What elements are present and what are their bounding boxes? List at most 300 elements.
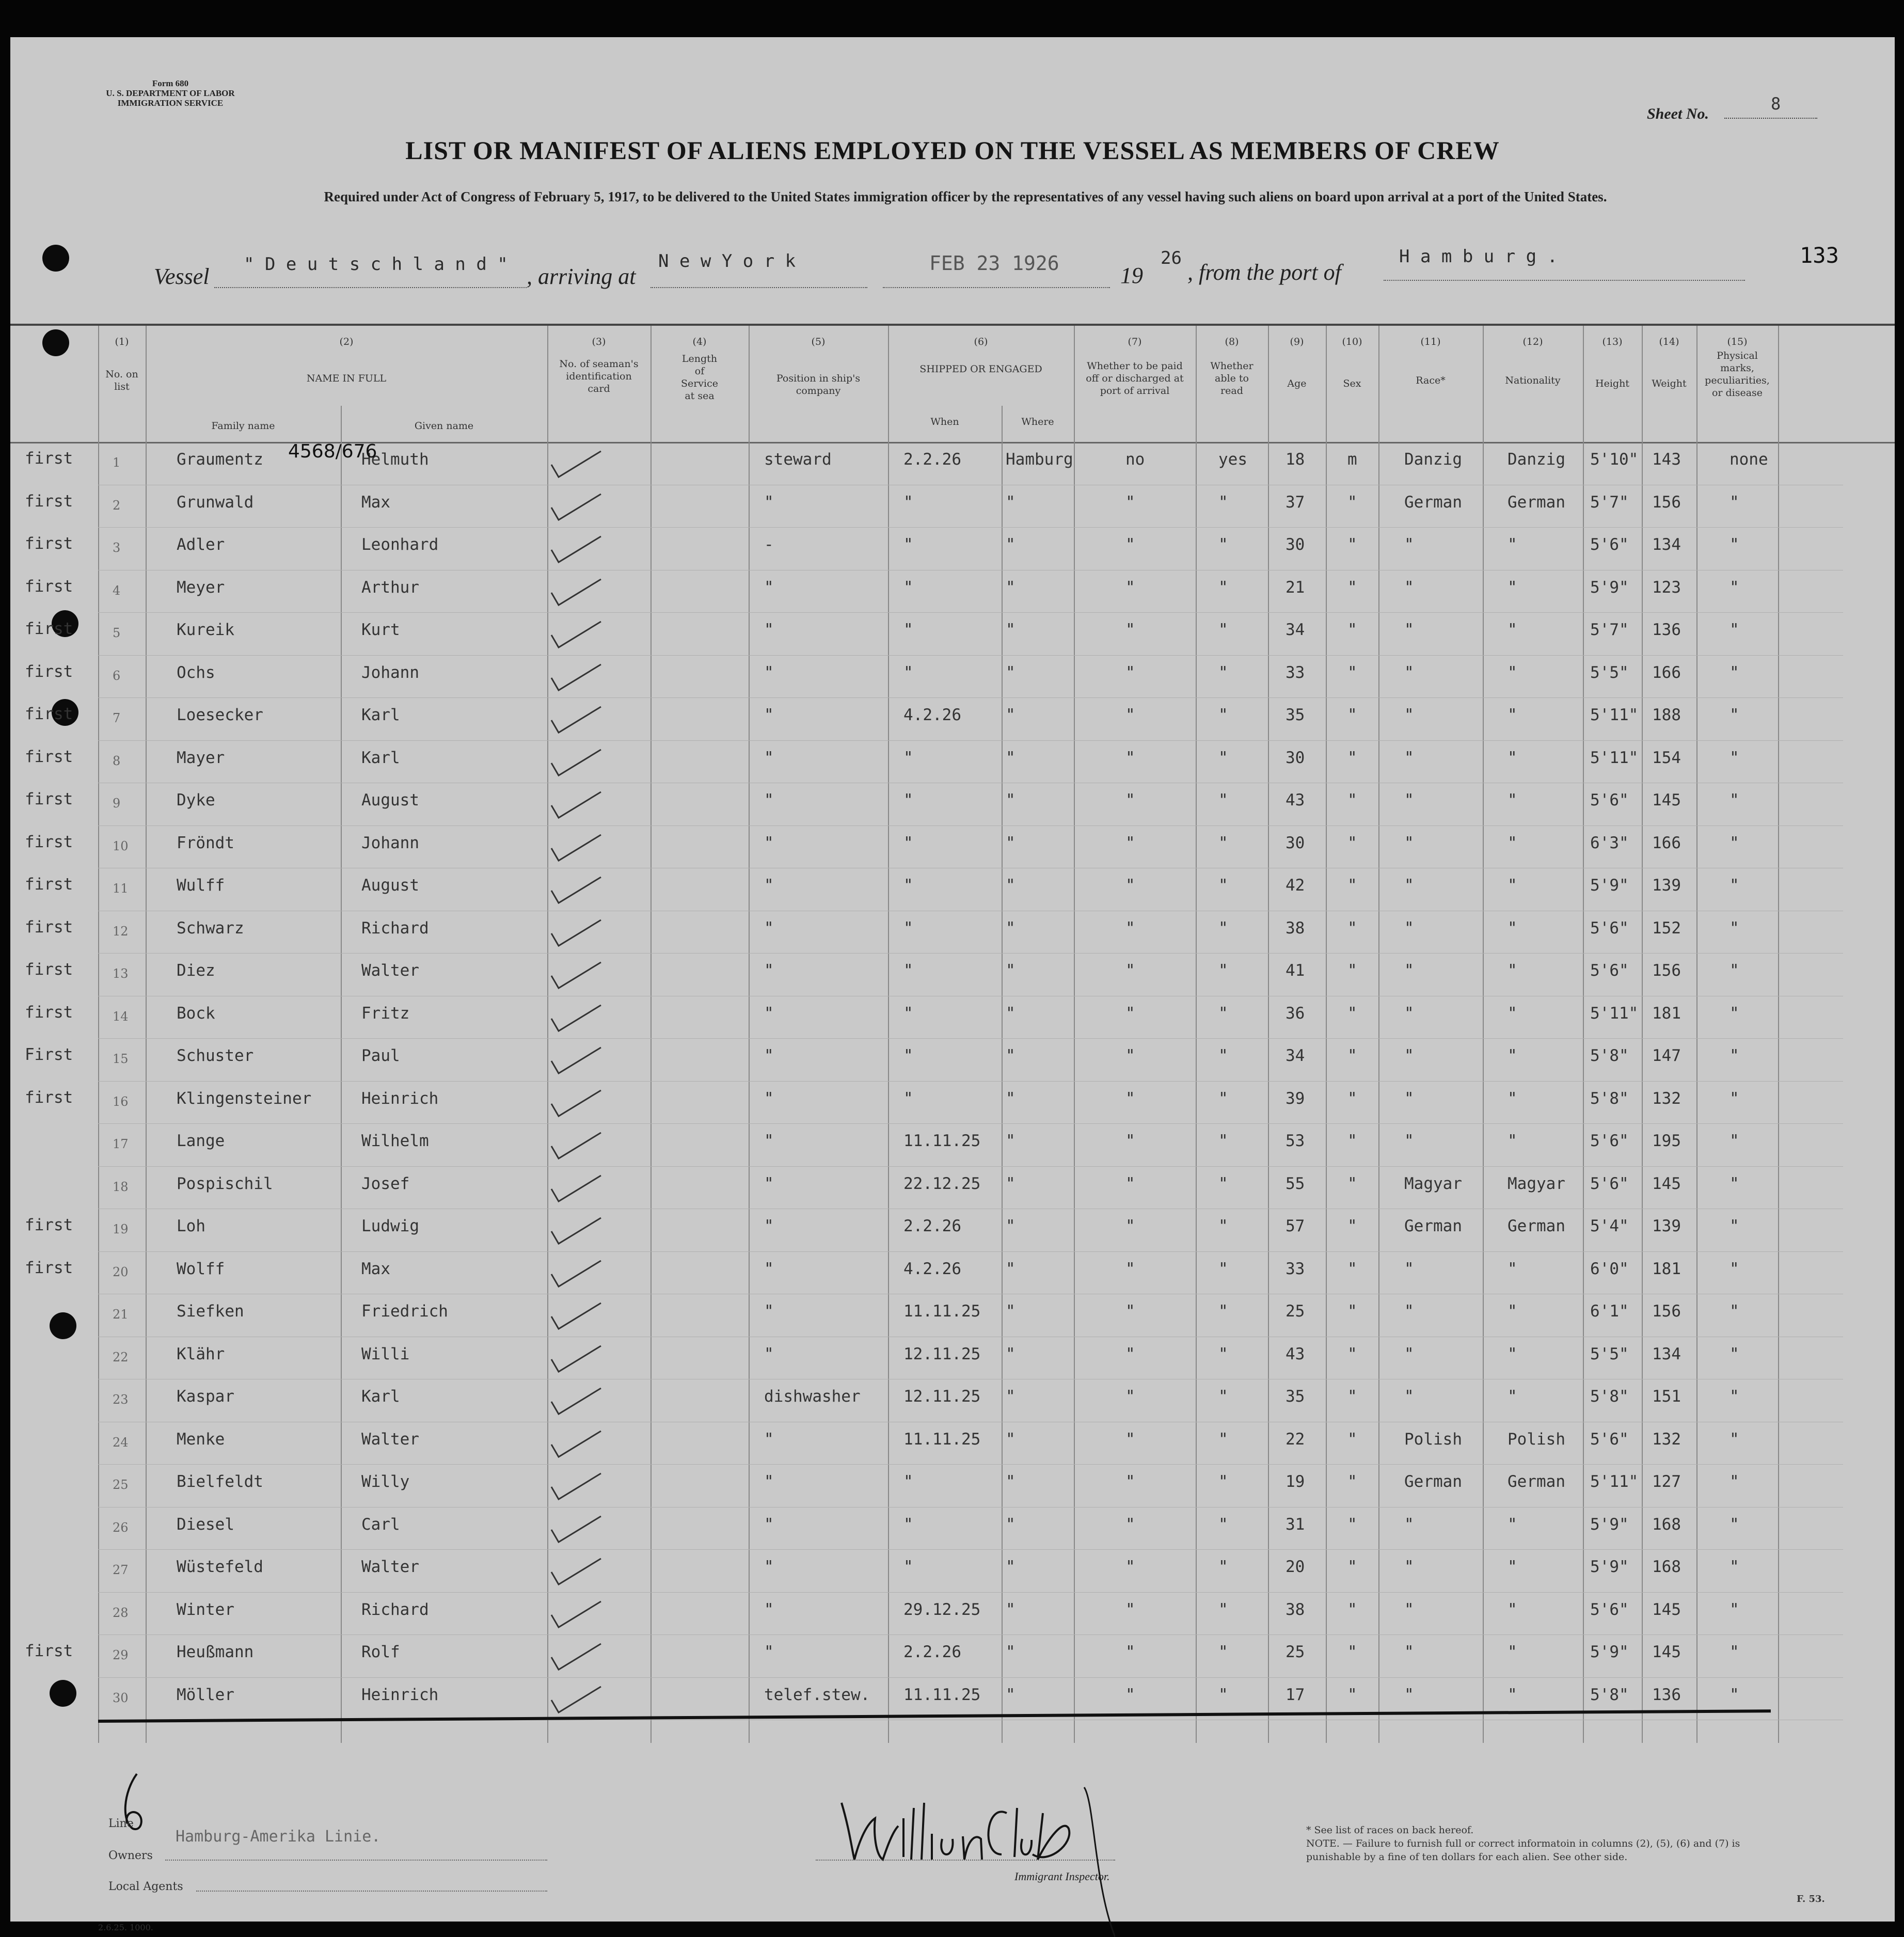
physical-marks: " <box>1730 1558 1739 1576</box>
height: 6'3" <box>1590 833 1629 852</box>
table-row <box>10 953 1895 996</box>
able-to-read: " <box>1218 1259 1228 1278</box>
shipped-where: " <box>1006 1004 1016 1023</box>
sex: " <box>1347 748 1357 767</box>
physical-marks: " <box>1730 791 1739 809</box>
able-to-read: " <box>1218 1430 1228 1449</box>
given-name: Walter <box>361 1558 419 1576</box>
local-agents-label: Local Agents <box>108 1880 183 1893</box>
position: " <box>764 1174 774 1193</box>
race: " <box>1404 1089 1414 1108</box>
margin-mark: first <box>25 875 73 894</box>
binder-hole <box>42 245 69 272</box>
check-mark <box>547 1301 604 1332</box>
height: 6'0" <box>1590 1259 1629 1278</box>
form-code: F. 53. <box>1797 1894 1825 1904</box>
paid-off: " <box>1125 1174 1135 1193</box>
paid-off: " <box>1125 1132 1135 1150</box>
footnote-penalty: NOTE. — Failure to furnish full or correct informatoin in columns (2), (5), (6) and (7) is punishable by a fine of ten dollars for each alien. See other side. <box>1306 1838 1740 1863</box>
nationality: Danzig <box>1508 450 1565 469</box>
shipped-when: " <box>903 1004 913 1023</box>
check-mark <box>547 1259 604 1290</box>
sex: " <box>1347 1472 1357 1491</box>
able-to-read: " <box>1218 1344 1228 1363</box>
header-given-name: Given name <box>414 420 474 432</box>
position: " <box>764 833 774 852</box>
shipped-where: " <box>1006 791 1016 809</box>
check-mark <box>547 960 604 991</box>
footnote-races: * See list of races on back hereof. <box>1306 1824 1474 1836</box>
margin-mark: first <box>25 747 73 766</box>
header-family-name: Family name <box>211 420 275 432</box>
weight: 139 <box>1652 1217 1681 1235</box>
nationality: German <box>1508 1217 1565 1235</box>
sex: " <box>1347 1387 1357 1406</box>
row-number: 8 <box>113 753 121 768</box>
age: 34 <box>1286 621 1305 639</box>
family-name: Kaspar <box>177 1387 234 1406</box>
shipped-where: " <box>1006 1089 1016 1108</box>
height: 5'9" <box>1590 1558 1629 1576</box>
family-name: Klähr <box>177 1344 225 1363</box>
paid-off: " <box>1125 706 1135 724</box>
height: 5'6" <box>1590 1132 1629 1150</box>
nationality: " <box>1508 876 1517 895</box>
able-to-read: " <box>1218 1643 1228 1661</box>
service: IMMIGRATION SERVICE <box>117 98 224 108</box>
height: 5'6" <box>1590 535 1629 554</box>
table-row <box>10 527 1895 570</box>
nationality: " <box>1508 1685 1517 1704</box>
col-num-15: (15) <box>1727 336 1748 347</box>
family-name: Klingensteiner <box>177 1089 312 1108</box>
given-name: Heinrich <box>361 1089 439 1108</box>
height: 5'6" <box>1590 961 1629 980</box>
age: 33 <box>1286 663 1305 682</box>
sex: " <box>1347 1558 1357 1576</box>
col-num-9: (9) <box>1290 336 1304 347</box>
physical-marks: " <box>1730 1430 1739 1449</box>
age: 35 <box>1286 706 1305 724</box>
row-number: 21 <box>113 1307 129 1322</box>
check-mark <box>547 1344 604 1375</box>
shipped-where: " <box>1006 748 1016 767</box>
col-num-2: (2) <box>339 336 354 347</box>
race: " <box>1404 1515 1414 1534</box>
family-name: Kureik <box>177 621 234 639</box>
nationality: " <box>1508 1259 1517 1278</box>
nationality: " <box>1508 1046 1517 1065</box>
row-number: 15 <box>113 1052 129 1066</box>
nationality: " <box>1508 1600 1517 1619</box>
height: 5'9" <box>1590 1643 1629 1661</box>
age: 35 <box>1286 1387 1305 1406</box>
shipped-when: 11.11.25 <box>903 1430 981 1449</box>
nationality: " <box>1508 1089 1517 1108</box>
given-name: Paul <box>361 1046 400 1065</box>
family-name: Heußmann <box>177 1643 254 1661</box>
weight: 134 <box>1652 535 1681 554</box>
row-number: 13 <box>113 966 129 981</box>
margin-mark: first <box>25 1258 73 1277</box>
shipped-where: " <box>1006 578 1016 597</box>
shipped-where: " <box>1006 1600 1016 1619</box>
weight: 145 <box>1652 1600 1681 1619</box>
shipped-where: " <box>1006 876 1016 895</box>
table-row <box>10 1422 1895 1465</box>
height: 5'4" <box>1590 1217 1629 1235</box>
age: 43 <box>1286 791 1305 809</box>
check-mark <box>547 1045 604 1076</box>
nationality: " <box>1508 791 1517 809</box>
given-name: Johann <box>361 833 419 852</box>
given-name: August <box>361 791 419 809</box>
departure-port: H a m b u r g . <box>1399 246 1558 267</box>
given-name: Kurt <box>361 621 400 639</box>
crew-manifest-table <box>10 324 1895 1743</box>
position: telef.stew. <box>764 1685 870 1704</box>
race: " <box>1404 1004 1414 1023</box>
margin-mark: first <box>25 960 73 979</box>
height: 5'10" <box>1590 450 1639 469</box>
able-to-read: " <box>1218 1089 1228 1108</box>
race: " <box>1404 833 1414 852</box>
shipped-where: Hamburg <box>1006 450 1073 469</box>
nationality: Polish <box>1508 1430 1565 1449</box>
shipped-when: " <box>903 833 913 852</box>
date-stamp: FEB 23 1926 <box>929 252 1059 275</box>
able-to-read: " <box>1218 1558 1228 1576</box>
family-name: Grunwald <box>177 493 254 512</box>
shipped-when: " <box>903 493 913 512</box>
given-name: Max <box>361 493 390 512</box>
sex: " <box>1347 621 1357 639</box>
col-num-14: (14) <box>1659 336 1679 347</box>
check-mark <box>547 705 604 736</box>
table-row <box>10 1549 1895 1592</box>
header-age: Age <box>1287 378 1307 389</box>
table-row <box>10 1379 1895 1422</box>
able-to-read: " <box>1218 876 1228 895</box>
col-num-6: (6) <box>974 336 988 347</box>
position: " <box>764 1558 774 1576</box>
row-number: 11 <box>113 881 129 896</box>
given-name: Carl <box>361 1515 400 1534</box>
race: " <box>1404 1259 1414 1278</box>
position: dishwasher <box>764 1387 861 1406</box>
row-number: 2 <box>113 498 121 513</box>
race: Polish <box>1404 1430 1462 1449</box>
shipped-where: " <box>1006 1302 1016 1321</box>
family-name: Pospischil <box>177 1174 273 1193</box>
height: 5'11" <box>1590 748 1639 767</box>
height: 5'11" <box>1590 1004 1639 1023</box>
col-num-13: (13) <box>1602 336 1623 347</box>
table-row <box>10 1294 1895 1337</box>
shipped-when: 4.2.26 <box>903 706 961 724</box>
header-able-to-read: Whether able to read <box>1210 360 1254 396</box>
col-num-11: (11) <box>1420 336 1441 347</box>
local-agents-line <box>196 1891 547 1892</box>
given-name: Wilhelm <box>361 1132 429 1150</box>
col-num-3: (3) <box>592 336 606 347</box>
physical-marks: " <box>1730 578 1739 597</box>
row-number: 18 <box>113 1179 129 1194</box>
header-nationality: Nationality <box>1505 375 1561 386</box>
height: 5'8" <box>1590 1089 1629 1108</box>
family-name: Diesel <box>177 1515 234 1534</box>
table-row <box>10 1251 1895 1294</box>
from-port-label: , from the port of <box>1187 260 1341 285</box>
sex: " <box>1347 1344 1357 1363</box>
height: 5'6" <box>1590 1174 1629 1193</box>
position: " <box>764 876 774 895</box>
position: " <box>764 1600 774 1619</box>
height: 5'6" <box>1590 1600 1629 1619</box>
position: " <box>764 1302 774 1321</box>
family-name: Diez <box>177 961 215 980</box>
arriving-label: , arriving at <box>527 264 636 289</box>
nationality: German <box>1508 493 1565 512</box>
department: U. S. DEPARTMENT OF LABOR <box>106 88 235 98</box>
weight: 166 <box>1652 663 1681 682</box>
nationality: " <box>1508 535 1517 554</box>
position: steward <box>764 450 832 469</box>
paid-off: " <box>1125 1046 1135 1065</box>
able-to-read: " <box>1218 1472 1228 1491</box>
line-label: Line <box>108 1817 134 1830</box>
paid-off: " <box>1125 961 1135 980</box>
header-race: Race* <box>1416 375 1446 386</box>
table-row <box>10 1507 1895 1550</box>
paid-off: " <box>1125 1387 1135 1406</box>
able-to-read: " <box>1218 663 1228 682</box>
physical-marks: " <box>1730 1515 1739 1534</box>
paid-off: " <box>1125 833 1135 852</box>
header-sex: Sex <box>1343 378 1361 389</box>
race: Magyar <box>1404 1174 1462 1193</box>
margin-mark: first <box>25 662 73 681</box>
family-name: Fröndt <box>177 833 234 852</box>
able-to-read: " <box>1218 748 1228 767</box>
paid-off: " <box>1125 1600 1135 1619</box>
paid-off: " <box>1125 1259 1135 1278</box>
able-to-read: " <box>1218 493 1228 512</box>
weight: 143 <box>1652 450 1681 469</box>
race: " <box>1404 1387 1414 1406</box>
shipped-where: " <box>1006 918 1016 938</box>
from-port-line <box>1384 280 1745 281</box>
race: " <box>1404 1685 1414 1704</box>
height: 5'6" <box>1590 918 1629 938</box>
shipped-when: " <box>903 578 913 597</box>
given-name: Walter <box>361 1430 419 1449</box>
sex: " <box>1347 663 1357 682</box>
family-name: Bielfeldt <box>177 1472 263 1491</box>
header-name-in-full: NAME IN FULL <box>306 373 387 384</box>
family-name: Siefken <box>177 1302 244 1321</box>
paid-off: " <box>1125 535 1135 554</box>
row-number: 16 <box>113 1094 129 1109</box>
page-subtitle: Required under Act of Congress of February 5, 1917, to be delivered to the United States immigration officer by the representatives of any vessel having such aliens on board upon arrival at a port of the United States. <box>324 189 1607 204</box>
weight: 151 <box>1652 1387 1681 1406</box>
physical-marks: " <box>1730 833 1739 852</box>
form-number: Form 680 <box>152 78 189 88</box>
height: 5'5" <box>1590 1344 1629 1363</box>
family-name: Adler <box>177 535 225 554</box>
race: " <box>1404 961 1414 980</box>
shipped-when: " <box>903 961 913 980</box>
row-number: 10 <box>113 838 129 853</box>
physical-marks: " <box>1730 876 1739 895</box>
physical-marks: " <box>1730 1685 1739 1704</box>
paid-off: " <box>1125 1217 1135 1235</box>
table-row <box>10 1038 1895 1081</box>
row-number: 6 <box>113 668 121 683</box>
position: " <box>764 1217 774 1235</box>
table-row <box>10 570 1895 613</box>
height: 6'1" <box>1590 1302 1629 1321</box>
header-length-service: Length of Service at sea <box>680 353 719 402</box>
given-name: Rolf <box>361 1643 400 1661</box>
shipped-when: " <box>903 1515 913 1534</box>
position: " <box>764 1430 774 1449</box>
height: 5'7" <box>1590 621 1629 639</box>
sex: " <box>1347 1685 1357 1704</box>
row-number: 20 <box>113 1264 129 1279</box>
height: 5'9" <box>1590 1515 1629 1534</box>
age: 20 <box>1286 1558 1305 1576</box>
paid-off: " <box>1125 621 1135 639</box>
position: " <box>764 1643 774 1661</box>
nationality: Magyar <box>1508 1174 1565 1193</box>
nationality: " <box>1508 1344 1517 1363</box>
family-name: Möller <box>177 1685 234 1704</box>
row-number: 7 <box>113 711 121 725</box>
row-number: 24 <box>113 1435 129 1450</box>
check-mark <box>547 1685 604 1716</box>
race: " <box>1404 1302 1414 1321</box>
height: 5'5" <box>1590 663 1629 682</box>
table-row <box>10 655 1895 698</box>
physical-marks: " <box>1730 1046 1739 1065</box>
margin-mark: first <box>25 534 73 553</box>
age: 30 <box>1286 535 1305 554</box>
paid-off: " <box>1125 1302 1135 1321</box>
row-number: 22 <box>113 1349 129 1364</box>
given-name: August <box>361 876 419 895</box>
position: " <box>764 1046 774 1065</box>
given-name: Karl <box>361 748 400 767</box>
shipped-when: " <box>903 1046 913 1065</box>
weight: 156 <box>1652 493 1681 512</box>
row-number: 23 <box>113 1392 129 1407</box>
row-number: 25 <box>113 1478 129 1492</box>
age: 37 <box>1286 493 1305 512</box>
margin-mark: First <box>25 1045 73 1064</box>
paid-off: " <box>1125 1515 1135 1534</box>
paid-off: no <box>1125 450 1145 469</box>
nationality: " <box>1508 1302 1517 1321</box>
physical-marks: " <box>1730 1472 1739 1491</box>
shipped-where: " <box>1006 1472 1016 1491</box>
shipped-when: 22.12.25 <box>903 1174 981 1193</box>
table-row <box>10 697 1895 740</box>
table-row <box>10 1209 1895 1251</box>
check-mark <box>547 1386 604 1417</box>
margin-mark: first <box>25 577 73 596</box>
weight: 139 <box>1652 876 1681 895</box>
table-row <box>10 1634 1895 1677</box>
race: " <box>1404 578 1414 597</box>
able-to-read: " <box>1218 1174 1228 1193</box>
shipped-where: " <box>1006 1685 1016 1704</box>
paid-off: " <box>1125 1558 1135 1576</box>
able-to-read: " <box>1218 706 1228 724</box>
weight: 132 <box>1652 1089 1681 1108</box>
row-number: 17 <box>113 1137 129 1151</box>
able-to-read: " <box>1218 961 1228 980</box>
row-number: 27 <box>113 1563 129 1577</box>
position: " <box>764 1132 774 1150</box>
weight: 166 <box>1652 833 1681 852</box>
race: " <box>1404 918 1414 938</box>
given-name: Josef <box>361 1174 410 1193</box>
sex: " <box>1347 706 1357 724</box>
sex: " <box>1347 1004 1357 1023</box>
date-line <box>883 287 1110 288</box>
table-row <box>10 1337 1895 1379</box>
shipped-when: " <box>903 918 913 938</box>
paid-off: " <box>1125 1089 1135 1108</box>
able-to-read: " <box>1218 1387 1228 1406</box>
check-mark <box>547 875 604 906</box>
nationality: " <box>1508 1515 1517 1534</box>
nationality: " <box>1508 1004 1517 1023</box>
table-row <box>10 1081 1895 1124</box>
paid-off: " <box>1125 791 1135 809</box>
given-name: Heinrich <box>361 1685 439 1704</box>
inspector-label: Immigrant Inspector. <box>1014 1870 1110 1883</box>
age: 22 <box>1286 1430 1305 1449</box>
race: " <box>1404 1344 1414 1363</box>
able-to-read: " <box>1218 1302 1228 1321</box>
weight: 181 <box>1652 1259 1681 1278</box>
shipped-where: " <box>1006 621 1016 639</box>
sex: " <box>1347 918 1357 938</box>
page-number: 133 <box>1800 243 1839 268</box>
family-name: Dyke <box>177 791 215 809</box>
shipped-where: " <box>1006 1387 1016 1406</box>
family-name: Schuster <box>177 1046 254 1065</box>
age: 36 <box>1286 1004 1305 1023</box>
header-paid-off: Whether to be paid off or discharged at port of arrival <box>1086 360 1184 396</box>
inspector-line <box>816 1860 1115 1861</box>
position: " <box>764 748 774 767</box>
height: 5'6" <box>1590 1430 1629 1449</box>
header-id-card: No. of seaman's identification card <box>559 358 639 394</box>
age: 53 <box>1286 1132 1305 1150</box>
paid-off: " <box>1125 748 1135 767</box>
height: 5'8" <box>1590 1387 1629 1406</box>
shipped-where: " <box>1006 1643 1016 1661</box>
shipped-when: 12.11.25 <box>903 1344 981 1363</box>
able-to-read: yes <box>1218 450 1247 469</box>
table-row <box>10 868 1895 911</box>
age: 17 <box>1286 1685 1305 1704</box>
shipped-when: " <box>903 791 913 809</box>
nationality: " <box>1508 706 1517 724</box>
